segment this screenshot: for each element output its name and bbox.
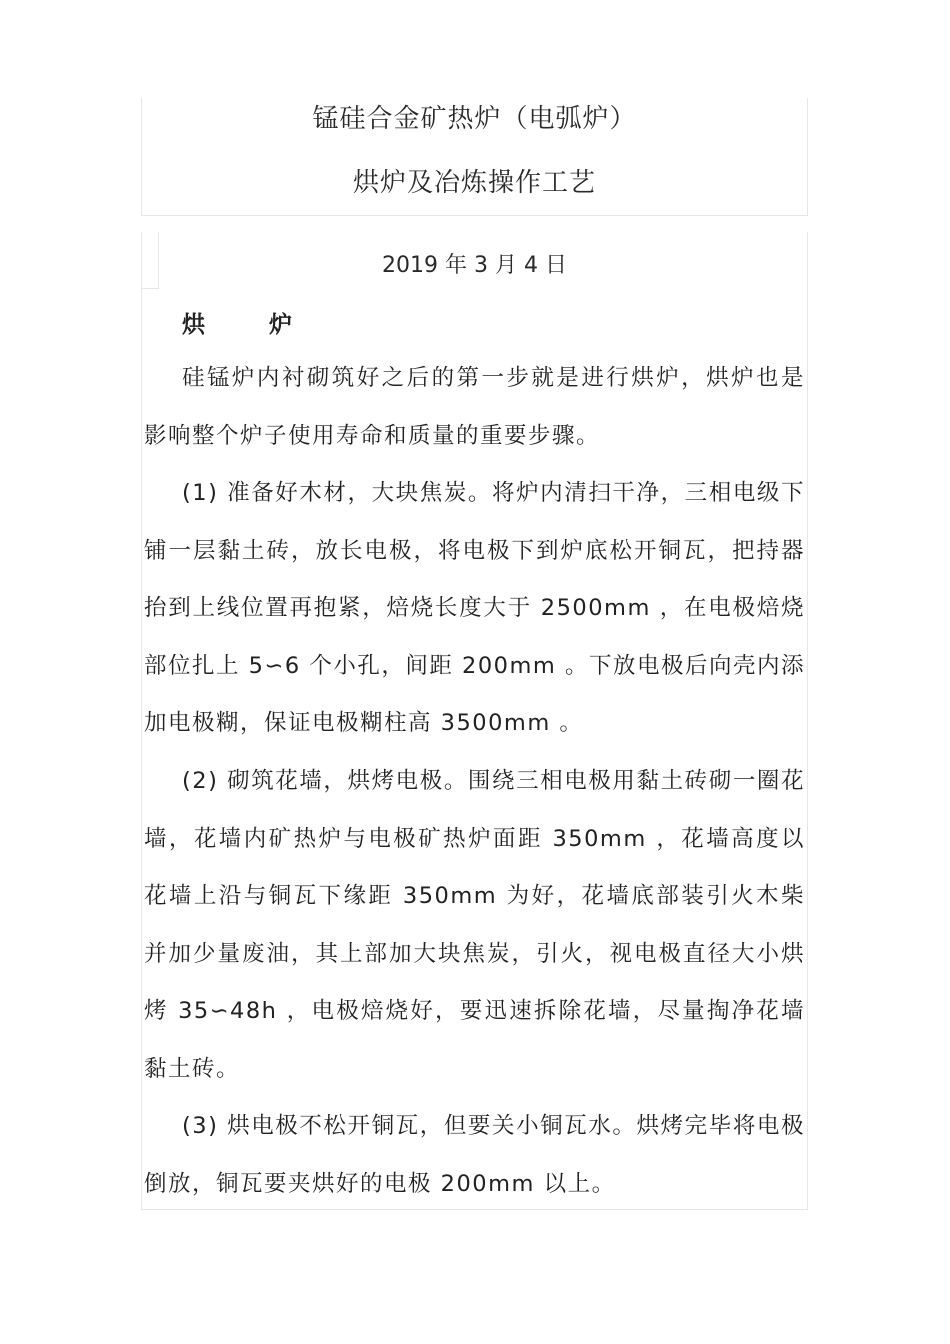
paragraph-step-3: (3) 烘电极不松开铜瓦，但要关小铜瓦水。烘烤完毕将电极倒放，铜瓦要夹烘好的电极 200mm 以上。 (144, 1113, 805, 1197)
paragraph-intro: 硅锰炉内衬砌筑好之后的第一步就是进行烘炉，烘炉也是影响整个炉子使用寿命和质量的重要步骤。 (144, 365, 805, 449)
document-title-block (141, 98, 808, 216)
paragraph-step-2: (2) 砌筑花墙，烘烤电极。围绕三相电极用黏土砖砌一圈花墙，花墙内矿热炉与电极矿热炉面距 350mm ，花墙高度以花墙上沿与铜瓦下缘距 350mm 为好，花墙底部装引火木柴并加少量废油，其上部加大块焦炭，引火，视电极直径大小烘烤 35∽48h ，电极焙烧好，要迅速拆除花墙，尽量掏净花墙黏土砖。 (144, 768, 805, 1082)
document-date: 2019 年 3 月 4 日 (382, 253, 567, 278)
document-body (141, 232, 808, 1210)
section-heading: 烘 炉 (182, 312, 321, 338)
document-title: 锰硅合金矿热炉（电弧炉） (312, 104, 637, 134)
document-subtitle: 烘炉及冶炼操作工艺 (352, 168, 596, 198)
paragraph-step-1: (1) 准备好木材，大块焦炭。将炉内清扫干净，三相电级下铺一层黏土砖，放长电极，将电极下到炉底松开铜瓦，把持器抬到上线位置再抱紧，焙烧长度大于 2500mm ，在电极焙烧部位扎上 5∽6 个小孔，间距 200mm 。下放电极后向壳内添加电极糊，保证电极糊柱高 3500mm 。 (144, 480, 805, 736)
